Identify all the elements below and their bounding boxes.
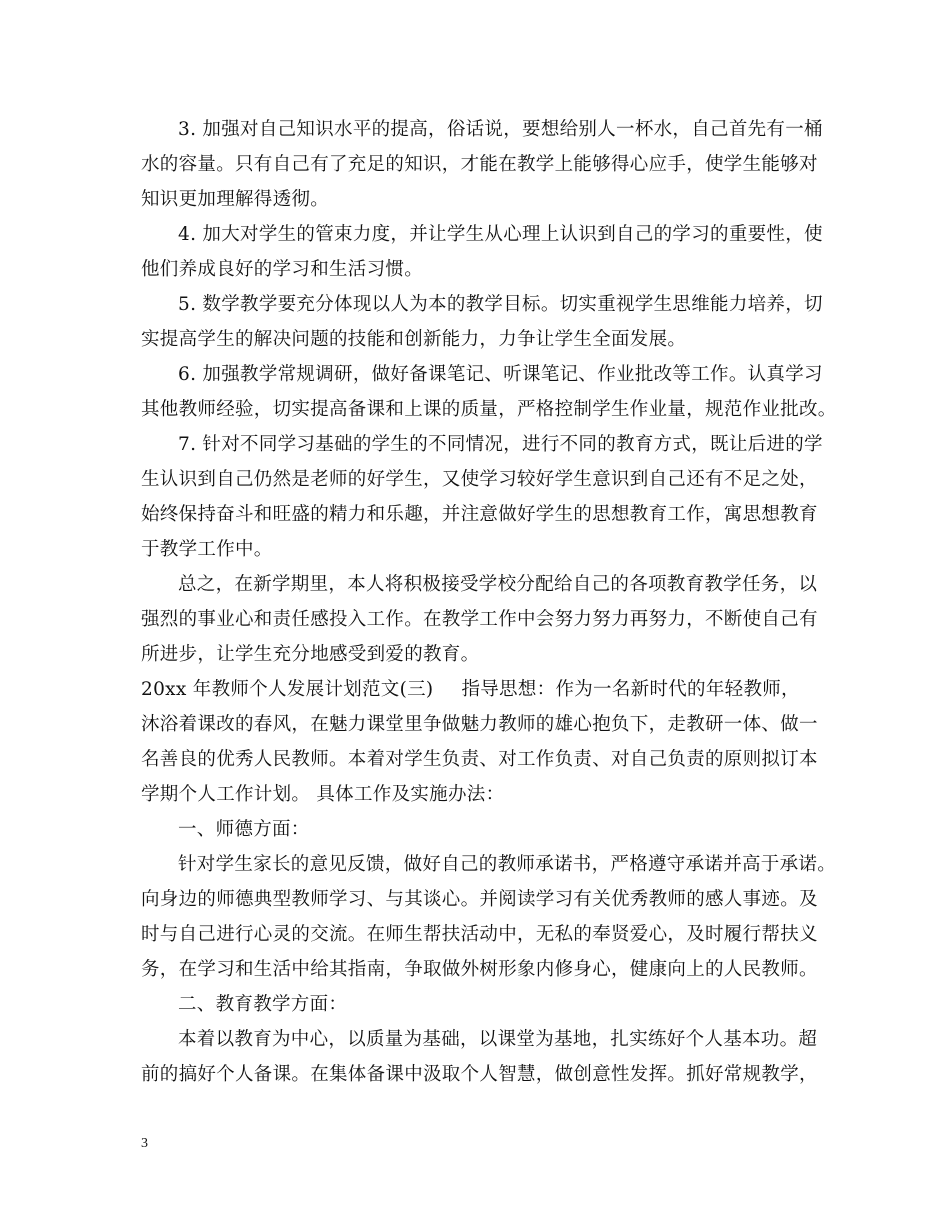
- paragraph-line: 他们养成良好的学习和生活习惯。: [141, 259, 424, 280]
- paragraph-line: 本着以教育为中心，以质量为基础，以课堂为基地，扎实练好个人基本功。超: [178, 1029, 818, 1050]
- paragraph-line: 前的搞好个人备课。在集体备课中汲取个人智慧，做创意性发挥。抓好常规教学，: [141, 1064, 818, 1085]
- section-heading-line: [141, 672, 817, 707]
- paragraph-line: 生认识到自己仍然是老师的好学生，又使学习较好学生意识到自己还有不足之处，: [141, 469, 818, 490]
- paragraph-line: 其他教师经验，切实提高备课和上课的质量，严格控制学生作业量，规范作业批改。: [141, 399, 837, 420]
- paragraph-line: 水的容量。只有自己有了充足的知识，才能在教学上能够得心应手，使学生能够对: [141, 154, 818, 175]
- paragraph-line: 4. 加大对学生的管束力度，并让学生从心理上认识到自己的学习的重要性，使: [178, 224, 823, 245]
- paragraph-line: 沐浴着课改的春风，在魅力课堂里争做魅力教师的雄心抱负下，走教研一体、做一: [141, 714, 818, 735]
- paragraph-line: 针对学生家长的意见反馈，做好自己的教师承诺书，严格遵守承诺并高于承诺。: [178, 854, 837, 875]
- subsection-heading: 一、师德方面：: [178, 819, 310, 840]
- paragraph-line: 3. 加强对自己知识水平的提高，俗话说，要想给别人一杯水，自己首先有一桶: [178, 119, 823, 140]
- paragraph-line: 知识更加理解得透彻。: [141, 189, 330, 210]
- paragraph-line: 强烈的事业心和责任感投入工作。在教学工作中会努力努力再努力，不断使自己有: [141, 609, 818, 630]
- paragraph-line: 向身边的师德典型教师学习、与其谈心。并阅读学习有关优秀教师的感人事迹。及: [141, 889, 818, 910]
- paragraph-line: 6. 加强教学常规调研，做好备课笔记、听课笔记、作业批改等工作。认真学习: [178, 364, 823, 385]
- paragraph-line: 所进步，让学生充分地感受到爱的教育。: [141, 644, 480, 665]
- document-body: [141, 112, 837, 1092]
- paragraph-line: 务，在学习和生活中给其指南，争取做外树形象内修身心，健康向上的人民教师。: [141, 959, 818, 980]
- paragraph-line: 于教学工作中。: [141, 539, 273, 560]
- paragraph-line: 5. 数学教学要充分体现以人为本的教学目标。切实重视学生思维能力培养，切: [178, 294, 823, 315]
- section-title: 20xx 年教师个人发展计划范文(三): [141, 679, 434, 700]
- paragraph-line: 学期个人工作计划。 具体工作及实施办法：: [141, 784, 505, 805]
- page-number: 3: [141, 1136, 148, 1151]
- subsection-heading: 二、教育教学方面：: [178, 994, 348, 1015]
- paragraph-line: 名善良的优秀人民教师。本着对学生负责、对工作负责、对自己负责的原则拟订本: [141, 749, 818, 770]
- paragraph-line: 7. 针对不同学习基础的学生的不同情况，进行不同的教育方式，既让后进的学: [178, 434, 823, 455]
- paragraph-line: 始终保持奋斗和旺盛的精力和乐趣，并注意做好学生的思想教育工作，寓思想教育: [141, 504, 818, 525]
- paragraph-line: 时与自己进行心灵的交流。在师生帮扶活动中，无私的奉贤爱心，及时履行帮扶义: [141, 924, 818, 945]
- paragraph-line: 总之，在新学期里，本人将积极接受学校分配给自己的各项教育教学任务，以: [178, 574, 818, 595]
- guiding-thought-text: 指导思想：作为一名新时代的年轻教师，: [461, 679, 800, 700]
- paragraph-line: 实提高学生的解决问题的技能和创新能力，力争让学生全面发展。: [141, 329, 687, 350]
